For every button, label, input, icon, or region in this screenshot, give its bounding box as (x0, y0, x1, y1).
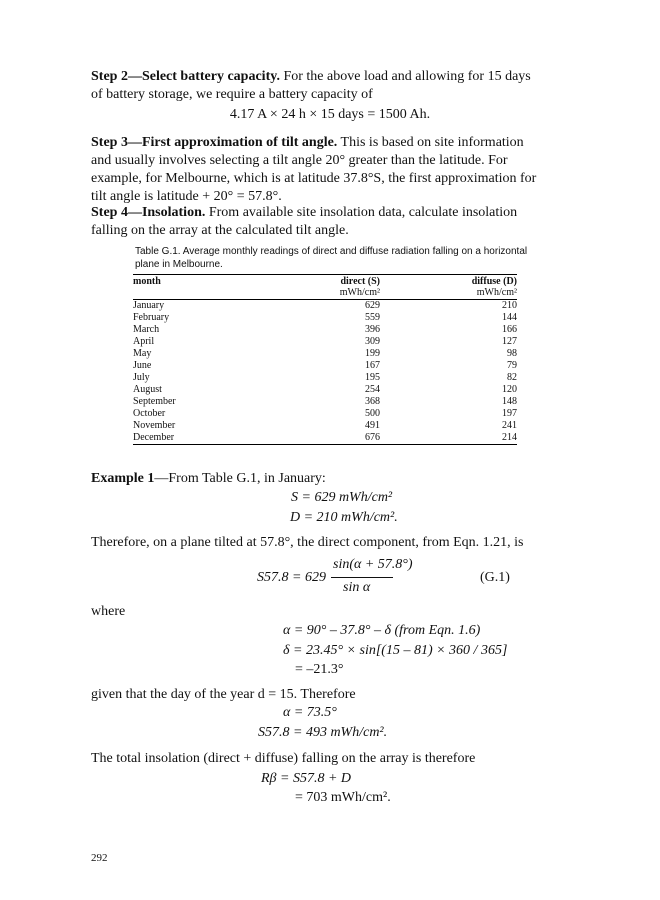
cell-direct: 254 (365, 384, 380, 395)
therefore-paragraph: Therefore, on a plane tilted at 57.8°, the direct component, from Eqn. 1.21, is (91, 535, 524, 550)
step3-heading: Step 3—First approximation of tilt angle. (91, 135, 338, 150)
cell-diffuse: 241 (502, 420, 517, 431)
example-intro-rest: —From Table G.1, in January: (154, 471, 326, 486)
alpha-value: α = 73.5° (283, 705, 337, 720)
cell-diffuse: 144 (502, 312, 517, 323)
step3-paragraph (91, 134, 541, 206)
cell-diffuse: 148 (502, 396, 517, 407)
table-row (133, 324, 517, 336)
step3-text: This is based on site information and usually involves selecting a tilt angle 20° greater than the latitude. For example, for Melbourne, which is at latitude 37.8°S, the first approximation for tilt angle is latitude + 20° = 57.8°. (91, 135, 537, 204)
step2-heading: Step 2—Select battery capacity. (91, 69, 280, 84)
unit-direct: mWh/cm² (339, 287, 380, 298)
cell-diffuse: 210 (502, 300, 517, 311)
example-intro (91, 470, 541, 488)
delta-value: = –21.3° (295, 662, 344, 677)
col-header-month: month (133, 276, 161, 287)
table-row (133, 336, 517, 348)
cell-direct: 629 (365, 300, 380, 311)
example-intro-bold: Example 1 (91, 471, 155, 486)
cell-direct: 676 (365, 432, 380, 443)
cell-diffuse: 127 (502, 336, 517, 347)
cell-direct: 500 (365, 408, 380, 419)
table-row (133, 312, 517, 324)
cell-diffuse: 197 (502, 408, 517, 419)
cell-month: May (133, 348, 152, 359)
cell-month: October (133, 408, 166, 419)
given-text: given that the day of the year d = 15. Therefore (91, 687, 356, 702)
battery-equation: 4.17 A × 24 h × 15 days = 1500 Ah. (229, 107, 431, 122)
cell-diffuse: 120 (502, 384, 517, 395)
cell-month: February (133, 312, 170, 323)
cell-diffuse: 82 (507, 372, 517, 383)
table-row (133, 300, 517, 312)
table-row (133, 396, 517, 408)
equation-d: D = 210 mWh/cm². (290, 510, 398, 525)
cell-direct: 195 (365, 372, 380, 383)
table-row (133, 432, 517, 445)
cell-direct: 559 (365, 312, 380, 323)
equation-s: S = 629 mWh/cm² (291, 490, 393, 505)
where-text: where (91, 604, 126, 619)
col-header-direct: direct (S) (340, 276, 380, 287)
cell-diffuse: 214 (502, 432, 517, 443)
equation-r: Rβ = S57.8 + D (261, 771, 352, 786)
table-caption: Table G.1. Average monthly readings of direct and diffuse radiation falling on a horizontal plane in Melbourne. (135, 246, 528, 270)
table-row (133, 348, 517, 360)
cell-diffuse: 98 (507, 348, 517, 359)
table-row (133, 372, 517, 384)
fraction-bar (331, 577, 393, 578)
cell-month: December (133, 432, 175, 443)
unit-diffuse: mWh/cm² (476, 287, 517, 298)
cell-diffuse: 79 (507, 360, 517, 371)
equation-delta: δ = 23.45° × sin[(15 – 81) × 360 / 365] (283, 643, 508, 658)
table-header (133, 274, 517, 300)
g1-denominator: sin α (343, 580, 371, 595)
r-value: = 703 mWh/cm². (295, 790, 391, 805)
cell-direct: 491 (365, 420, 380, 431)
table-row (133, 408, 517, 420)
cell-direct: 309 (365, 336, 380, 347)
cell-direct: 199 (365, 348, 380, 359)
g1-numerator: sin(α + 57.8°) (333, 557, 413, 572)
cell-month: September (133, 396, 176, 407)
table-row (133, 420, 517, 432)
total-text: The total insolation (direct + diffuse) falling on the array is therefore (91, 751, 476, 766)
table-body (133, 300, 517, 445)
radiation-table (133, 274, 517, 445)
cell-direct: 368 (365, 396, 380, 407)
g1-lhs: S57.8 = 629 (257, 570, 326, 585)
page-number: 292 (91, 852, 108, 864)
equation-alpha: α = 90° – 37.8° – δ (from Eqn. 1.6) (283, 623, 481, 638)
cell-diffuse: 166 (502, 324, 517, 335)
g1-label: (G.1) (480, 570, 510, 585)
step4-text: From available site insolation data, calculate insolation falling on the array at the calculated tilt angle. (91, 205, 518, 238)
col-header-diffuse: diffuse (D) (471, 276, 517, 287)
cell-month: March (133, 324, 160, 335)
step2-text: For the above load and allowing for 15 days of battery storage, we require a battery capacity of (91, 69, 531, 102)
step4-paragraph (91, 204, 541, 240)
cell-month: July (133, 372, 150, 383)
step2-paragraph (91, 68, 541, 104)
table-row (133, 384, 517, 396)
table-row (133, 360, 517, 372)
cell-month: April (133, 336, 155, 347)
cell-month: November (133, 420, 176, 431)
cell-month: August (133, 384, 162, 395)
step4-heading: Step 4—Insolation. (91, 205, 206, 220)
cell-month: June (133, 360, 152, 371)
cell-direct: 396 (365, 324, 380, 335)
s578-value: S57.8 = 493 mWh/cm². (258, 725, 388, 740)
cell-month: January (133, 300, 165, 311)
cell-direct: 167 (365, 360, 380, 371)
